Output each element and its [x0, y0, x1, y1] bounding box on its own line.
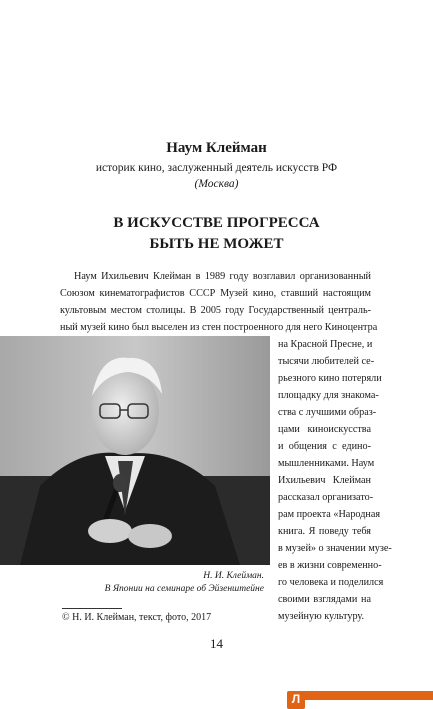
body-line: Наум Ихильевич Клейман в 1989 году возглавил организованный: [74, 271, 371, 282]
body-line: Союзом кинематографистов СССР Музей кино, ставший настоящим: [60, 288, 371, 299]
title-line-2: БЫТЬ НЕ МОЖЕТ: [149, 236, 284, 252]
body-line: рассказал организато-: [278, 492, 374, 503]
body-line: на Красной Пресне, и: [278, 339, 373, 350]
photo: [0, 336, 270, 565]
caption-line-1: Н. И. Клейман.: [203, 571, 264, 581]
body-line: в музей» о значении музе-: [278, 543, 392, 554]
logo-letter: Л: [291, 692, 301, 706]
body-line: площадку для знакома-: [278, 390, 379, 401]
body-line: ства с лучшими образ-: [278, 407, 377, 418]
footnote-rule: [62, 608, 122, 609]
author-name: Наум Клейман: [166, 140, 267, 156]
body-line: и общения с едино-: [278, 441, 371, 452]
body-line: тысячи любителей се-: [278, 356, 375, 367]
body-line: книга. Я поведу тебя: [278, 526, 371, 537]
author-city: (Москва): [194, 178, 239, 190]
body-line: мышленниками. Наум: [278, 458, 375, 469]
body-line: своими взглядами на: [278, 594, 371, 605]
copyright-note: © Н. И. Клейман, текст, фото, 2017: [62, 612, 212, 623]
photo-caption: [0, 570, 270, 596]
logo-bar: [303, 691, 433, 700]
body-line: ев в жизни современно-: [278, 560, 382, 571]
body-line: рам проекта «Народная: [278, 509, 381, 520]
body-line: го человека и поделился: [278, 577, 384, 588]
title-line-1: В ИСКУССТВЕ ПРОГРЕССА: [113, 215, 320, 231]
body-line: рьезного кино потеряли: [278, 373, 382, 384]
caption-line-2: В Японии на семинаре об Эйзенштейне: [104, 584, 264, 594]
body-text-narrow-column: [278, 336, 392, 625]
body-line: ный музей кино был выселен из стен построенного для него Киноцентра: [60, 322, 378, 333]
body-text-full-width: [60, 268, 378, 336]
body-line: цами киноискусства: [278, 424, 371, 435]
body-line: культовым местом столицы. В 2005 году Государственный централь-: [60, 305, 371, 316]
body-line: Ихильевич Клейман: [278, 475, 371, 486]
article-title: [0, 213, 433, 255]
page-number: 14: [210, 636, 223, 651]
body-line: музейную культуру.: [278, 611, 365, 622]
author-role: историк кино, заслуженный деятель искусств РФ: [95, 162, 338, 174]
portrait-photo-graphic: [0, 336, 270, 565]
